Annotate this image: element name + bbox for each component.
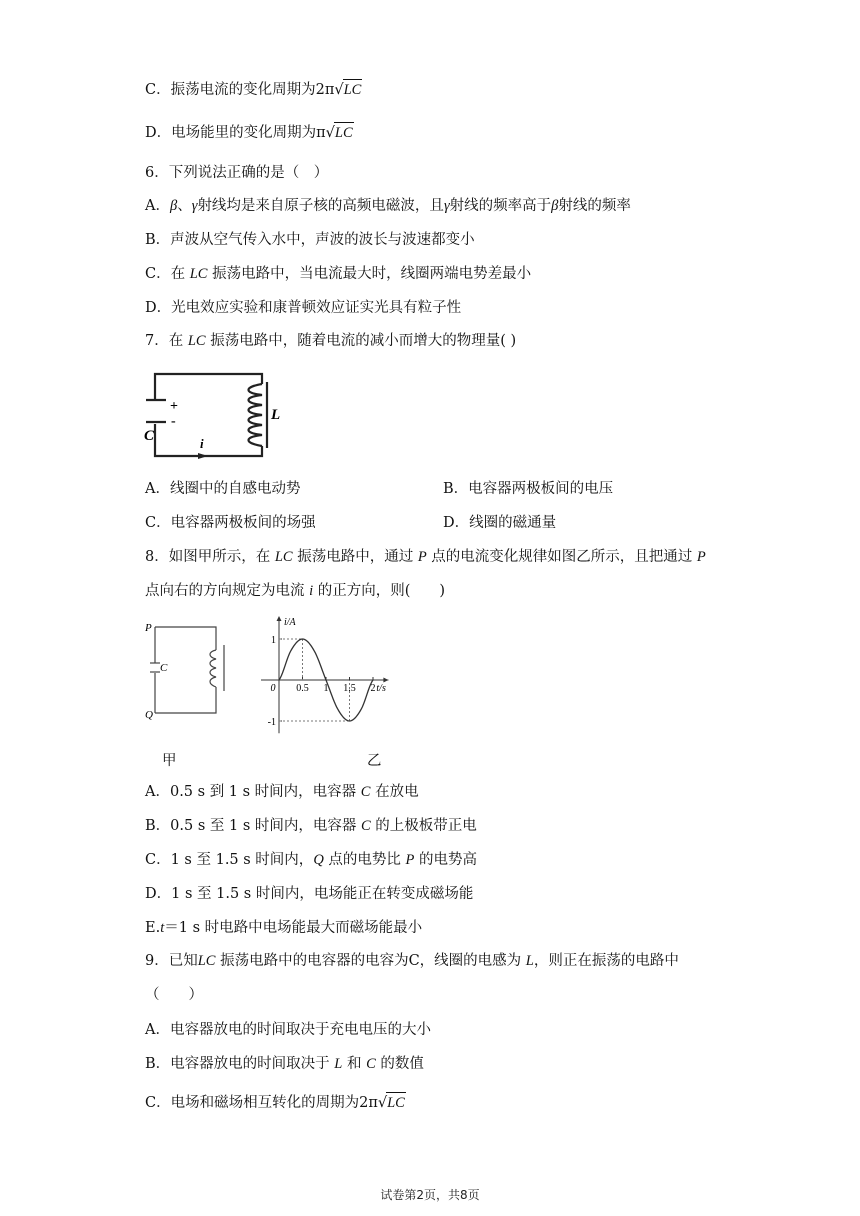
y-axis-arrow [277,616,282,621]
q7-option-b: B．电容器两极板间的电压 [443,481,614,497]
q8-option-e: E.t＝1 s 时电路中电场能最大而磁场能最小 [145,920,423,936]
x-tick-label: 0.5 [296,683,309,694]
q5-option-c: C．振荡电流的变化周期为2π√LC [145,79,362,100]
capacitor-c-label: C [160,662,168,674]
x-axis-arrow [383,678,388,683]
current-time-chart [255,610,425,735]
q9-option-a: A．电容器放电的时间取决于充电电压的大小 [145,1022,431,1038]
q9-stem-paren: （ ） [145,987,203,1003]
q5-option-d: D．电场能里的变化周期为π√LC [145,122,354,143]
circuit-jia-figure [140,615,240,725]
q9-option-b: B．电容器放电的时间取决于 L 和 C 的数值 [145,1056,424,1072]
q7-stem: 7．在 LC 振荡电路中，随着电流的减小而增大的物理量( ) [145,333,517,349]
caption-jia: 甲 [162,753,177,769]
q8-option-d: D．1 s 至 1.5 s 时间内，电场能正在转变成磁场能 [145,886,474,902]
q9-option-c: C．电场和磁场相互转化的周期为2π√LC [145,1092,406,1113]
current-label: i [200,436,204,451]
plus-sign: + [170,399,178,414]
y-axis-label: i/A [284,617,296,628]
x-axis-label: t/s [376,683,386,694]
capacitor-label: C [144,428,155,444]
x-tick-label: 1.5 [343,683,356,694]
q6-stem: 6．下列说法正确的是（ ） [145,165,329,181]
q8-option-c: C．1 s 至 1.5 s 时间内，Q 点的电势比 P 的电势高 [145,852,477,868]
point-q-label: Q [145,709,153,721]
q6-option-b: B．声波从空气传入水中，声波的波长与波速都变小 [145,232,475,248]
q8-option-b: B．0.5 s 至 1 s 时间内，电容器 C 的上极板带正电 [145,818,477,834]
inductor-label: L [271,407,281,423]
lc-circuit-figure [140,364,290,464]
q8-stem-line1: 8．如图甲所示，在 LC 振荡电路中，通过 P 点的电流变化规律如图乙所示，且把通过 P [145,549,706,565]
minus-sign: - [171,414,176,429]
sqrt-sign: √ [377,1095,388,1111]
sqrt-sign: √ [334,82,344,98]
x-tick-label: 0 [270,683,276,694]
x-tick-label: 2 [370,683,376,694]
x-tick-label: 1 [323,683,329,694]
page-footer: 试卷第2页，共8页 [380,1188,480,1202]
q6-option-d: D．光电效应实验和康普顿效应证实光具有粒子性 [145,300,462,316]
point-p-label: P [145,622,152,634]
q6-option-a: A．β、γ射线均是来自原子核的高频电磁波，且γ射线的频率高于β射线的频率 [145,198,631,214]
q7-option-a: A．线圈中的自感电动势 [145,481,301,497]
q6-option-c: C．在 LC 振荡电路中，当电流最大时，线圈两端电势差最小 [145,266,532,282]
q7-option-c: C．电容器两极板间的场强 [145,515,316,531]
q9-stem: 9．已知LC 振荡电路中的电容器的电容为C，线圈的电感为 L，则正在振荡的电路中 [145,953,679,969]
y-tick-label: 1 [271,635,276,646]
q7-option-d: D．线圈的磁通量 [443,515,557,531]
q8-option-a: A．0.5 s 到 1 s 时间内，电容器 C 在放电 [145,784,419,800]
y-tick-label: -1 [267,717,276,728]
sqrt-sign: √ [325,125,335,141]
q8-stem-line2: 点向右的方向规定为电流 i 的正方向，则( ) [145,583,446,599]
caption-yi: 乙 [367,753,382,769]
